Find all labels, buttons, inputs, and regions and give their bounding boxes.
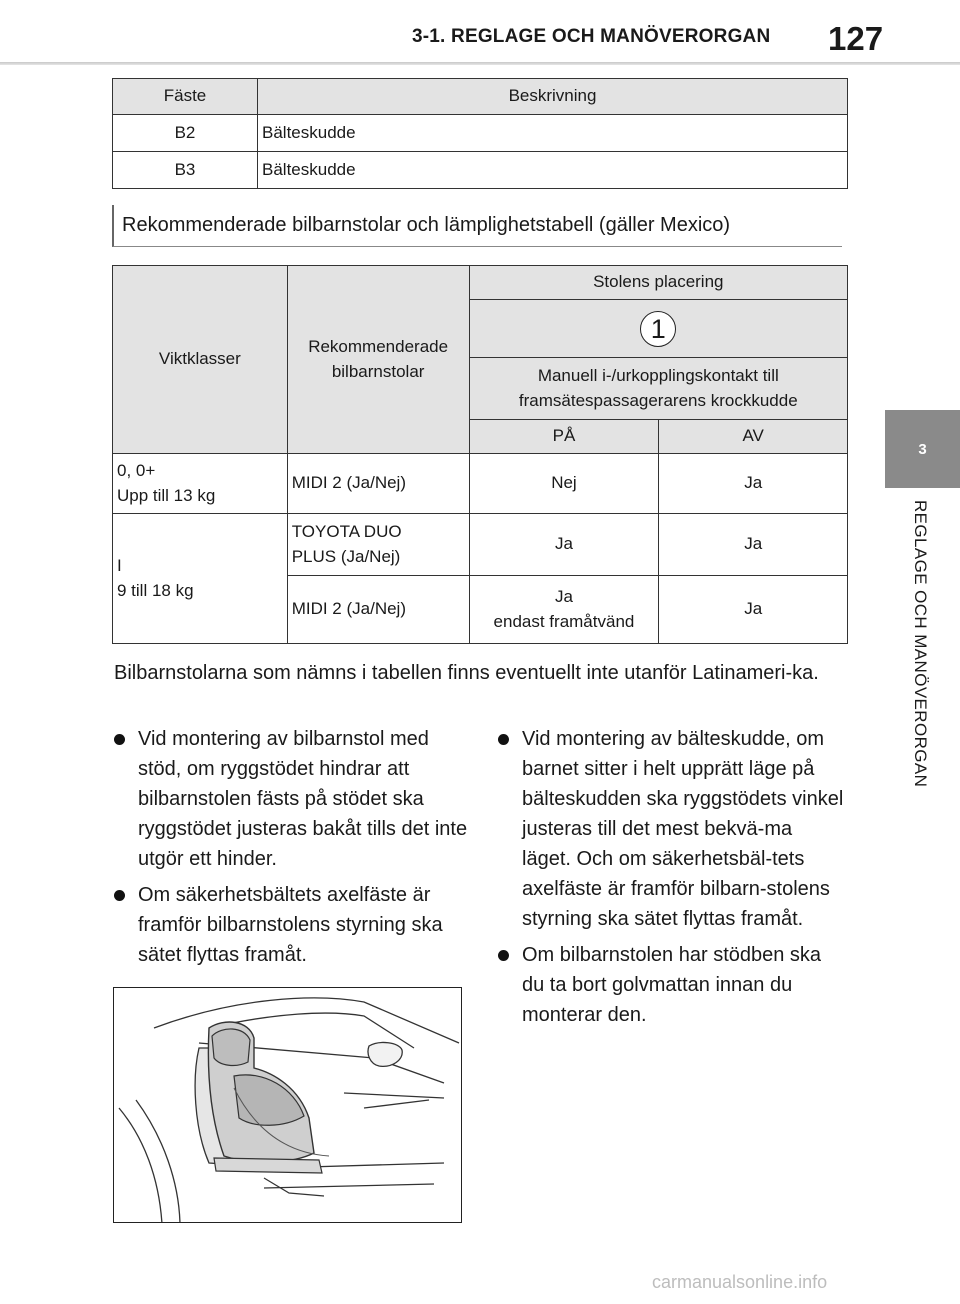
bullet-icon	[114, 890, 125, 901]
switch-on-header: PÅ	[469, 420, 659, 454]
watermark: carmanualsonline.info	[652, 1272, 828, 1292]
list-item	[112, 880, 472, 970]
on-value-cell	[469, 576, 659, 644]
description-header: Beskrivning	[258, 79, 848, 115]
on-value-line2: endast framåtvänd	[493, 611, 635, 631]
on-value-cell: Ja	[469, 514, 659, 576]
off-value-cell: Ja	[659, 576, 848, 644]
anchor-cell: B2	[113, 115, 258, 152]
page-number: 127	[828, 20, 884, 57]
description-cell: Bälteskudde	[258, 115, 848, 152]
anchor-table	[112, 78, 848, 189]
description-cell: Bälteskudde	[258, 152, 848, 189]
bullet-list-right	[496, 724, 846, 1036]
chapter-number: 3	[918, 440, 927, 458]
seat-position-badge: 1	[640, 311, 676, 347]
seat-position-cell	[469, 300, 847, 358]
bullet-icon	[498, 734, 509, 745]
table-row	[113, 514, 848, 576]
bullet-text: Vid montering av bilbarnstol med stöd, om ryggstödet hindrar att bilbarnstolen fästs på stödet ska ryggstödet justeras bakåt tills det inte utgör ett hinder.	[138, 728, 468, 870]
weight-class-cell	[113, 514, 288, 644]
off-value-cell: Ja	[659, 454, 848, 514]
list-item	[496, 940, 846, 1030]
weight-class-cell	[113, 454, 288, 514]
bullet-icon	[114, 734, 125, 745]
weight-class-range: Upp till 13 kg	[117, 485, 216, 505]
seat-model-cell	[287, 514, 469, 576]
recommended-seat-header-line1: Rekommenderade	[308, 336, 449, 356]
table-header-row	[113, 79, 848, 115]
off-value-cell: Ja	[659, 514, 848, 576]
chapter-tab[interactable]	[885, 410, 960, 488]
chapter-side-label: REGLAGE OCH MANÖVERORGAN	[911, 500, 930, 788]
recommended-seat-header	[287, 266, 469, 454]
bullet-text: Om bilbarnstolen har stödben ska du ta bort golvmattan innan du monterar den.	[522, 944, 822, 1026]
seat-model-cell: MIDI 2 (Ja/Nej)	[287, 454, 469, 514]
bullet-list-left	[112, 724, 472, 976]
table-row	[113, 152, 848, 189]
recommended-seat-header-line2: bilbarnstolar	[331, 361, 425, 381]
availability-note: Bilbarnstolarna som nämns i tabellen finns eventuellt inte utanför Latinameri-ka.	[114, 662, 819, 684]
list-item	[496, 724, 846, 934]
child-seat-drawing	[114, 988, 462, 1223]
table-row	[113, 454, 848, 514]
section-title: 3-1. REGLAGE OCH MANÖVERORGAN	[412, 26, 771, 47]
anchor-header: Fäste	[113, 79, 258, 115]
airbag-switch-header	[469, 358, 847, 420]
suitability-table	[112, 265, 848, 644]
bullet-text: Vid montering av bälteskudde, om barnet sitter i helt upprätt läge på bälteskudden ska ryggstödets vinkel justeras till det mest bekvä-ma läget. Och om säkerhetsbäl-tets axelfäste är framför bilbarn-stolens styrning ska sätet flyttas framåt.	[522, 728, 844, 930]
anchor-cell: B3	[113, 152, 258, 189]
on-value-cell: Nej	[469, 454, 659, 514]
seat-placement-header: Stolens placering	[469, 266, 847, 300]
weight-class-name: I	[117, 555, 122, 575]
bullet-icon	[498, 950, 509, 961]
seat-model-line2: PLUS (Ja/Nej)	[291, 546, 401, 566]
table-row	[113, 115, 848, 152]
seat-model-cell: MIDI 2 (Ja/Nej)	[287, 576, 469, 644]
section-heading: Rekommenderade bilbarnstolar och lämplighetstabell (gäller Mexico)	[112, 205, 842, 247]
on-value-line1: Ja	[554, 586, 573, 606]
airbag-switch-line2: framsätespassagerarens krockkudde	[518, 390, 798, 410]
list-item	[112, 724, 472, 874]
header-divider	[0, 62, 960, 65]
bullet-text: Om säkerhetsbältets axelfäste är framför bilbarnstolens styrning ska sätet flyttas framåt.	[138, 884, 443, 966]
child-seat-illustration	[113, 987, 462, 1223]
weight-class-header: Viktklasser	[113, 266, 288, 454]
seat-model-line1: TOYOTA DUO	[291, 521, 402, 541]
switch-off-header: AV	[659, 420, 848, 454]
weight-class-range: 9 till 18 kg	[117, 580, 194, 600]
airbag-switch-line1: Manuell i-/urkopplingskontakt till	[537, 365, 779, 385]
weight-class-name: 0, 0+	[117, 460, 156, 480]
